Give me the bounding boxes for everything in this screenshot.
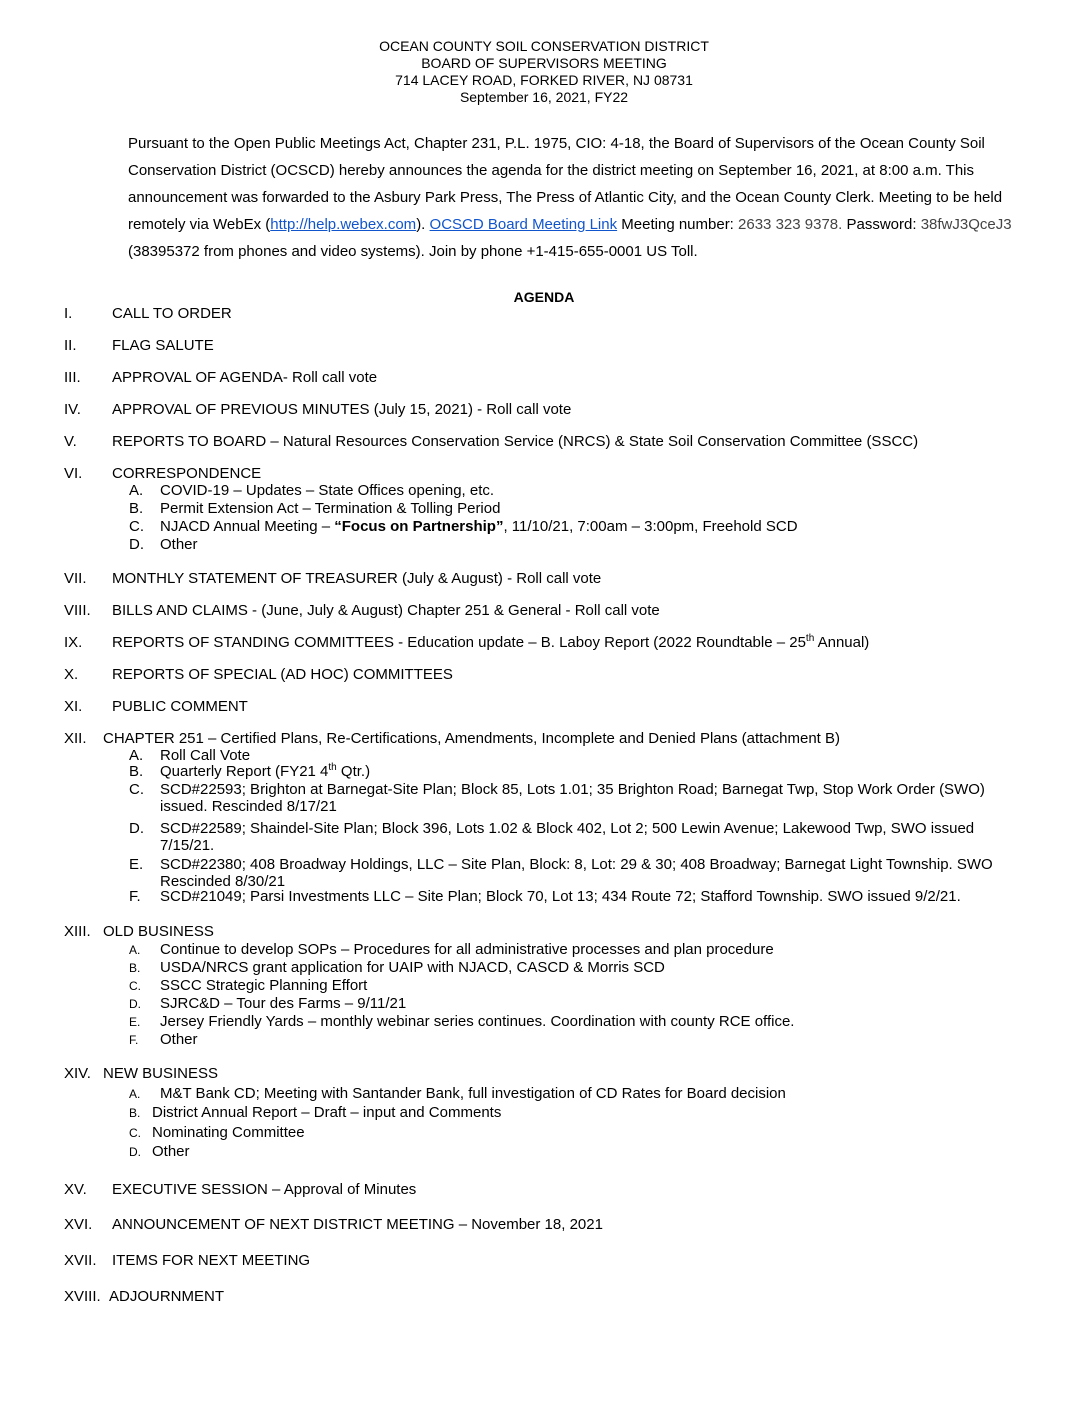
subitem-letter: D.	[129, 820, 144, 837]
document-header	[0, 38, 1088, 106]
item-number: XV.	[64, 1181, 87, 1198]
subitem-text: SCD#21049; Parsi Investments LLC – Site Plan; Block 70, Lot 13; 434 Route 72; Stafford Township. SWO issued 9/2/21.	[160, 888, 961, 905]
subitem-letter: D.	[129, 997, 141, 1011]
subitem-text: SCD#22589; Shaindel-Site Plan; Block 396, Lots 1.02 & Block 402, Lot 2; 500 Lewin Avenue; Lakewood Twp, SWO issued 7/15/21.	[160, 820, 975, 854]
item-number: IV.	[64, 401, 81, 418]
subitem-text: Continue to develop SOPs – Procedures for all administrative processes and plan procedure	[160, 941, 774, 958]
subitem-text: District Annual Report – Draft – input and Comments	[152, 1104, 502, 1121]
item-label: CORRESPONDENCE	[112, 465, 262, 482]
item-label: BILLS AND CLAIMS - (June, July & August) Chapter 251 & General - Roll call vote	[112, 602, 660, 619]
item-label: REPORTS OF SPECIAL (AD HOC) COMMITTEES	[112, 666, 453, 683]
intro-text: ).	[416, 216, 430, 233]
item-label-part: Annual)	[814, 634, 870, 651]
subitem-text: Jersey Friendly Yards – monthly webinar series continues. Coordination with county RCE office.	[160, 1013, 795, 1030]
ordinal-suffix: th	[805, 633, 815, 644]
webex-link[interactable]: http://help.webex.com	[270, 216, 417, 233]
subitem-letter: C.	[129, 781, 144, 798]
subitem-text: SCD#22593; Brighton at Barnegat-Site Plan; Block 85, Lots 1.01; 35 Brighton Road; Barnegat Twp, Stop Work Order (SWO) issued. Rescinded 8/17/21	[160, 781, 985, 815]
subitem-text: Nominating Committee	[152, 1124, 305, 1141]
item-label: MONTHLY STATEMENT OF TREASURER (July & August) - Roll call vote	[112, 570, 602, 587]
subitem-text: USDA/NRCS grant application for UAIP with NJACD, CASCD & Morris SCD	[160, 959, 665, 976]
subitem-letter: D.	[129, 1145, 141, 1159]
district-name: OCEAN COUNTY SOIL CONSERVATION DISTRICT	[379, 38, 709, 54]
item-number: V.	[64, 433, 77, 450]
item-label: ANNOUNCEMENT OF NEXT DISTRICT MEETING – November 18, 2021	[112, 1216, 603, 1233]
subitem-text: Permit Extension Act – Termination & Tolling Period	[160, 500, 501, 517]
item-number: VII.	[64, 570, 87, 587]
item-label: ITEMS FOR NEXT MEETING	[112, 1252, 311, 1269]
agenda-title: AGENDA	[513, 289, 575, 305]
item-number: XIII.	[64, 923, 91, 940]
subitem-letter: C.	[129, 979, 141, 993]
item-number: III.	[64, 369, 81, 386]
item-label-part: REPORTS OF STANDING COMMITTEES - Education update – B. Laboy Report (2022 Roundtable – 25	[112, 634, 806, 651]
subitem-letter: E.	[129, 1015, 141, 1029]
item-number: I.	[64, 305, 73, 322]
subitem-letter: F.	[129, 1033, 139, 1047]
subitem-letter: D.	[129, 536, 144, 553]
subitem-letter: B.	[129, 763, 144, 780]
subitem-letter: B.	[129, 500, 144, 517]
intro-text: Pursuant to the Open Public Meetings Act, Chapter 231, P.L. 1975, CIO: 4-18, the Board of Supervisors of the Ocean County Soil Conservation District (OCSCD) hereby announces the agenda for the district meeting on September 16, 2021, at 8:00 a.m. This announcement was forwarded to the Asbury Park Press, The Press of Atlantic City, and the Ocean County Clerk. Meeting to be held remotely via WebEx (	[128, 135, 1003, 233]
subitem-text: M&T Bank CD; Meeting with Santander Bank, full investigation of CD Rates for Board decision	[160, 1085, 786, 1102]
subitem-letter: F.	[129, 888, 141, 905]
item-label: EXECUTIVE SESSION – Approval of Minutes	[112, 1181, 417, 1198]
item-number: XIV.	[64, 1065, 91, 1082]
item-label: APPROVAL OF PREVIOUS MINUTES (July 15, 2021) - Roll call vote	[112, 401, 572, 418]
meeting-number: 2633 323 9378.	[738, 216, 843, 233]
intro-text: (38395372 from phones and video systems). Join by phone +1-415-655-0001 US Toll.	[128, 243, 698, 260]
subitem-text: COVID-19 – Updates – State Offices opening, etc.	[160, 482, 495, 499]
item-label	[112, 634, 869, 652]
subitem-text-part: Qtr.)	[336, 763, 371, 780]
item-label: NEW BUSINESS	[103, 1065, 219, 1082]
meeting-address: 714 LACEY ROAD, FORKED RIVER, NJ 08731	[395, 72, 693, 88]
subitem-text: SJRC&D – Tour des Farms – 9/11/21	[160, 995, 407, 1012]
subitem-text: Other	[160, 1031, 198, 1048]
item-label: PUBLIC COMMENT	[112, 698, 248, 715]
item-number: XVIII.	[64, 1288, 101, 1305]
subitem-letter: A.	[129, 747, 144, 764]
item-number: XVII.	[64, 1252, 97, 1269]
subitem-text-part: NJACD Annual Meeting –	[160, 518, 335, 535]
subitem-letter: A.	[129, 943, 141, 957]
subitem-text: SSCC Strategic Planning Effort	[160, 977, 368, 994]
item-label: CALL TO ORDER	[112, 305, 232, 322]
item-label: FLAG SALUTE	[112, 337, 214, 354]
intro-text: Meeting number:	[617, 216, 739, 233]
subitem-letter: E.	[129, 856, 144, 873]
item-number: XII.	[64, 730, 87, 747]
subitem-letter: B.	[129, 961, 141, 975]
subitem-text: SCD#22380; 408 Broadway Holdings, LLC – Site Plan, Block: 8, Lot: 29 & 30; 408 Broadway; Barnegat Light Township. SWO Rescinded 8/30/21	[160, 856, 993, 890]
item-number: VI.	[64, 465, 83, 482]
item-number: XVI.	[64, 1216, 93, 1233]
item-label: OLD BUSINESS	[103, 923, 214, 940]
meeting-title: BOARD OF SUPERVISORS MEETING	[421, 55, 667, 71]
item-label: ADJOURNMENT	[109, 1288, 224, 1305]
subitem-text-part: , 11/10/21, 7:00am – 3:00pm, Freehold SCD	[503, 518, 798, 535]
event-theme: “Focus on Partnership”	[334, 518, 504, 535]
subitem-letter: B.	[129, 1106, 141, 1120]
subitem-letter: C.	[129, 1126, 141, 1140]
ordinal-suffix: th	[328, 762, 337, 773]
subitem-text	[160, 763, 370, 780]
subitem-text: Other	[160, 536, 198, 553]
board-meeting-link[interactable]: OCSCD Board Meeting Link	[429, 216, 618, 233]
item-number: XI.	[64, 698, 83, 715]
subitem-text	[160, 518, 798, 535]
subitem-text: Other	[152, 1143, 190, 1160]
meeting-password: 38fwJ3QceJ3	[920, 216, 1012, 233]
item-number: IX.	[64, 634, 83, 651]
intro-paragraph	[128, 130, 1028, 265]
subitem-letter: C.	[129, 518, 144, 535]
meeting-date: September 16, 2021, FY22	[459, 89, 629, 105]
item-number: X.	[64, 666, 79, 683]
intro-text: Password:	[842, 216, 921, 233]
item-label: REPORTS TO BOARD – Natural Resources Conservation Service (NRCS) & State Soil Conservation Committee (SSCC)	[112, 433, 919, 450]
subitem-letter: A.	[129, 482, 144, 499]
item-number: VIII.	[64, 602, 91, 619]
item-label: APPROVAL OF AGENDA- Roll call vote	[112, 369, 378, 386]
item-label: CHAPTER 251 – Certified Plans, Re-Certifications, Amendments, Incomplete and Denied Plans (attachment B)	[103, 730, 841, 747]
item-number: II.	[64, 337, 77, 354]
subitem-text-part: Quarterly Report (FY21 4	[160, 763, 329, 780]
subitem-text: Roll Call Vote	[160, 747, 251, 764]
subitem-letter: A.	[129, 1087, 141, 1101]
